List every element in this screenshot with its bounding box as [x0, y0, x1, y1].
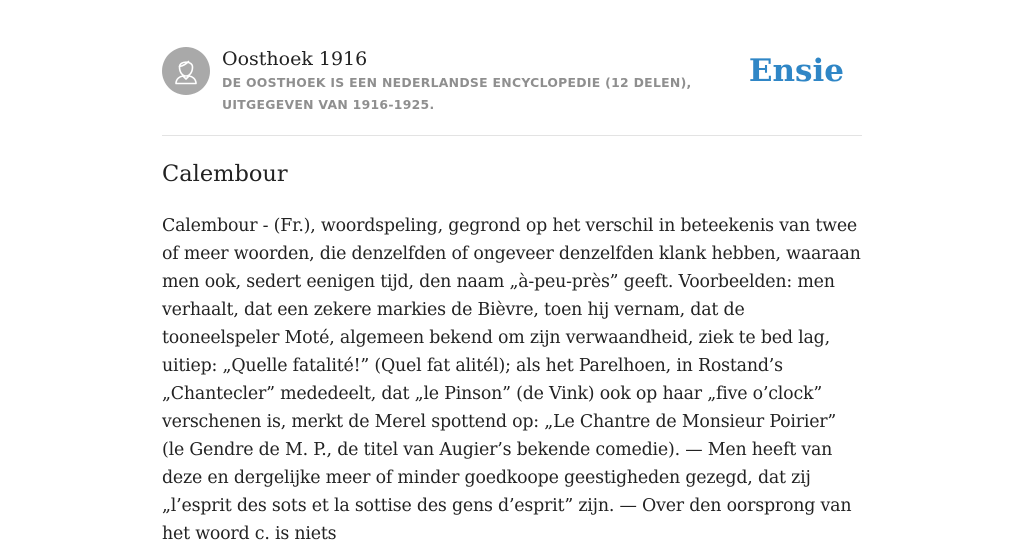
source-description: DE OOSTHOEK IS EEN NEDERLANDSE ENCYCLOPEDIE (12 DELEN), UITGEGEVEN VAN 1916-1925.: [222, 75, 692, 112]
user-avatar-icon[interactable]: [162, 47, 210, 95]
source-title[interactable]: Oosthoek 1916: [222, 48, 368, 70]
source-header: [162, 47, 862, 136]
article-title: Calembour: [162, 161, 288, 187]
article-body: Calembour - (Fr.), woordspeling, gegrond op het verschil in beteekenis van twee of meer woorden, die denzelfden of ongeveer denzelfden klank hebben, waaraan men ook, sedert eenigen tijd, den naam „à-peu-près” geeft. Voorbeelden: men verhaalt, dat een zekere markies de Bièvre, toen hij vernam, dat de tooneelspeler Moté, algemeen bekend om zijn verwaandheid, ziek te bed lag, uitiep: „Quelle fatalité!” (Quel fat alitél); als het Parelhoen, in Rostand’s „Chantecler” mededeelt, dat „le Pinson” (de Vink) ook op haar „five o’clock” verschenen is, merkt de Merel spottend op: „Le Chantre de Monsieur Poirier” (le Gendre de M. P., de titel van Augier’s bekende comedie). — Men heeft van deze en dergelijke meer of minder goedkoope geestigheden gezegd, dat zij „l’esprit des sots et la sottise des gens d’esprit” zijn. — Over den oorsprong van het woord c. is niets: [162, 216, 861, 544]
ensie-logo[interactable]: Ensie: [748, 53, 844, 89]
